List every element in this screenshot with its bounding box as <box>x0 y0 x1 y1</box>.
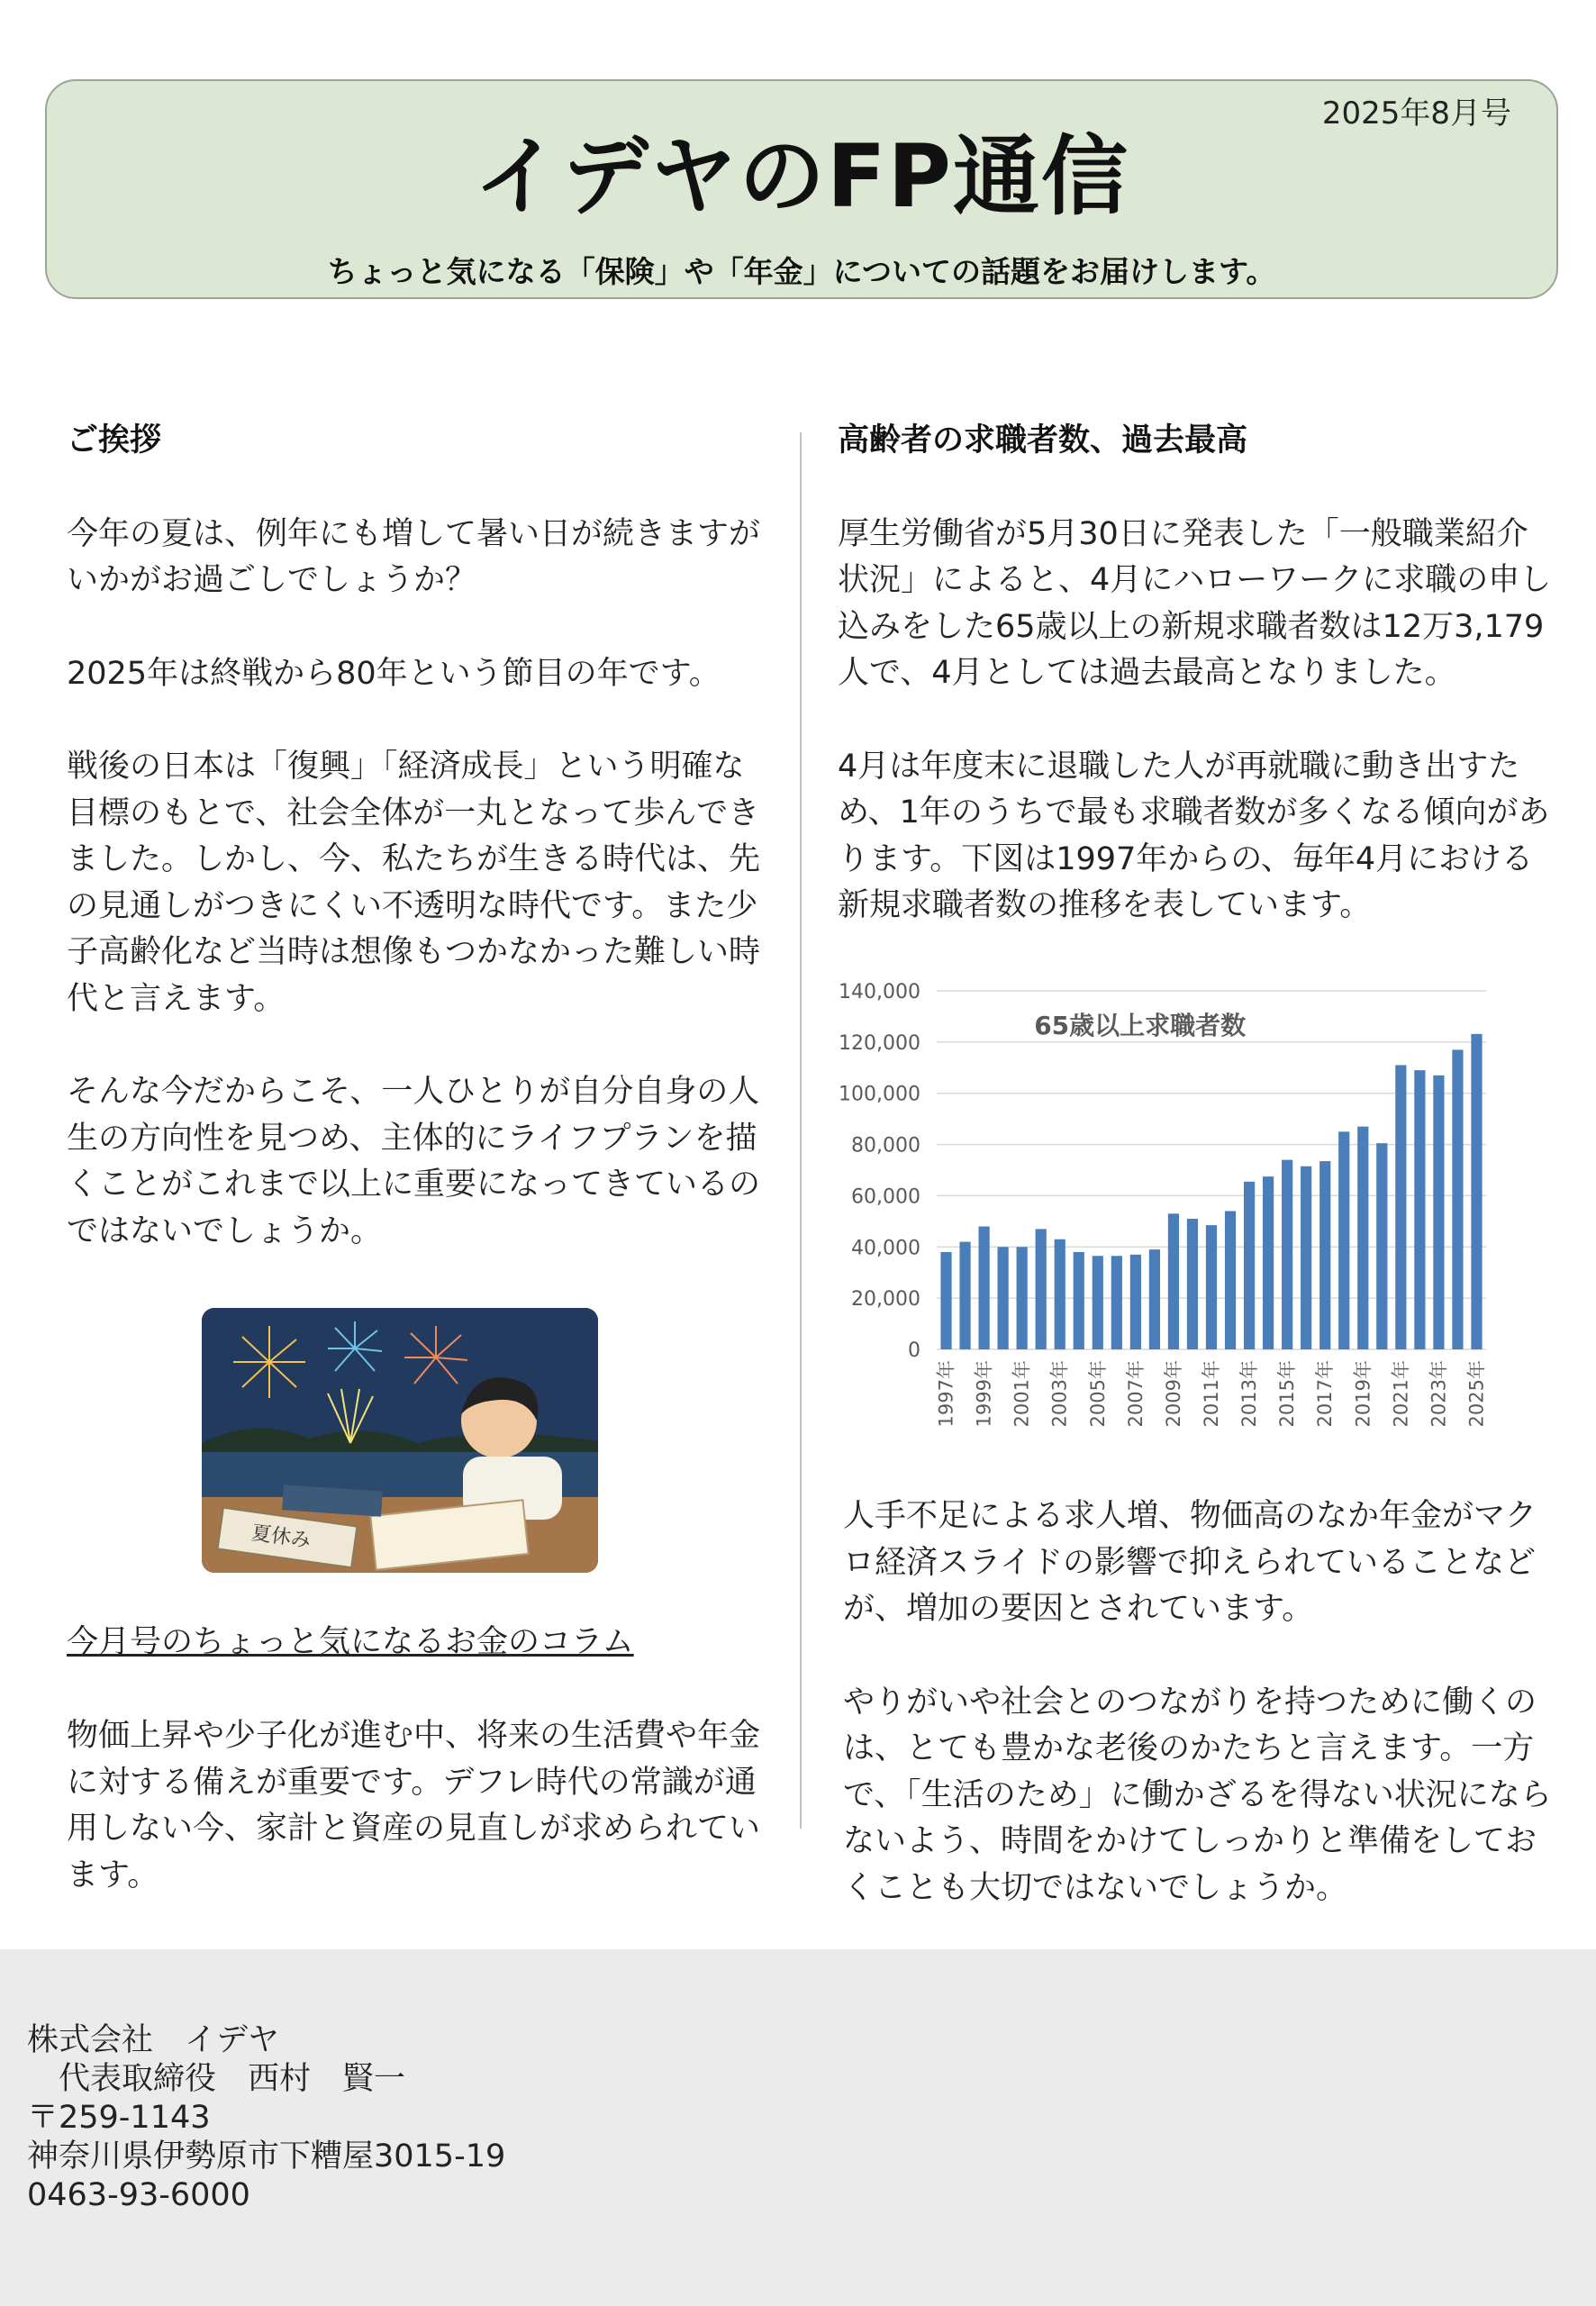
y-tick-label: 0 <box>908 1339 920 1362</box>
y-tick-label: 40,000 <box>851 1237 920 1260</box>
greeting-section <box>67 418 769 1255</box>
chart-title: 65歳以上求職者数 <box>1034 1011 1247 1040</box>
y-tick-label: 80,000 <box>851 1134 920 1158</box>
chart-bar <box>1225 1211 1236 1349</box>
footer-contact <box>27 2021 505 2215</box>
x-tick-label: 2013年 <box>1238 1360 1261 1428</box>
chart-bar <box>978 1227 989 1349</box>
chart-bar <box>1244 1182 1255 1349</box>
newsletter-header <box>45 79 1558 299</box>
chart-bar <box>1168 1213 1179 1349</box>
x-tick-label: 2015年 <box>1276 1360 1299 1428</box>
article-paragraph-3: 人手不足による求人増、物価高のなか年金がマクロ経済スライドの影響で抑えられていることなどが、増加の要因とされています。 <box>843 1498 1537 1627</box>
money-column-heading: 今月号のちょっと気になるお金のコラム <box>67 1624 634 1660</box>
chart-bar <box>1187 1219 1198 1349</box>
x-tick-label: 2021年 <box>1390 1360 1412 1428</box>
article-section-2 <box>843 1493 1564 1911</box>
chart-bar <box>1395 1065 1406 1349</box>
x-tick-label: 2017年 <box>1314 1360 1337 1428</box>
article-paragraph-4: やりがいや社会とのつながりを持つために働くのは、とても豊かな老後のかたちと言えます。一方で、「生活のため」に働かざるを得ない状況にならないよう、時間をかけてしっかりと準備をしておくことも大切ではないでしょうか。 <box>843 1684 1552 1906</box>
footer-company: 株式会社 イデヤ <box>27 2022 280 2058</box>
chart-bar <box>998 1247 1009 1349</box>
greeting-paragraph-1: 今年の夏は、例年にも増して暑い日が続きますがいかがお過ごしでしょうか？ <box>67 515 761 598</box>
fireworks-illustration <box>202 1308 598 1573</box>
money-column-paragraph: 物価上昇や少子化が進む中、将来の生活費や年金に対する備えが重要です。デフレ時代の常識が通用しない今、家計と資産の見直しが求められています。 <box>67 1718 761 1893</box>
footer-representative: 代表取締役 西村 賢一 <box>27 2061 406 2097</box>
footer-postal: 〒259-1143 <box>27 2100 211 2136</box>
x-tick-label: 2025年 <box>1465 1360 1488 1428</box>
footer <box>0 1949 1596 2306</box>
y-tick-label: 140,000 <box>839 981 920 1003</box>
chart-bar <box>1414 1070 1425 1349</box>
chart-bar <box>1301 1167 1311 1349</box>
greeting-paragraph-4: そんな今だからこそ、一人ひとりが自分自身の人生の方向性を見つめ、主体的にライフプランを描くことがこれまで以上に重要になってきているのではないでしょうか。 <box>67 1074 761 1249</box>
chart-bar <box>1055 1239 1066 1349</box>
x-tick-label: 2011年 <box>1201 1360 1222 1428</box>
x-tick-label: 1999年 <box>973 1360 995 1428</box>
y-tick-label: 100,000 <box>839 1083 920 1106</box>
chart-bar <box>1319 1161 1330 1349</box>
newsletter-title: イデヤのFP通信 <box>474 126 1129 227</box>
chart-bar <box>1376 1143 1387 1349</box>
chart-bar <box>940 1252 951 1349</box>
x-tick-label: 2019年 <box>1352 1360 1374 1428</box>
chart-bar <box>1357 1127 1368 1349</box>
chart-bar <box>1433 1076 1444 1349</box>
greeting-heading: ご挨拶 <box>67 422 162 458</box>
x-tick-label: 2007年 <box>1124 1360 1147 1428</box>
x-tick-label: 2001年 <box>1011 1360 1033 1428</box>
article-paragraph-2: 4月は年度末に退職した人が再就職に動き出すため、1年のうちで最も求職者数が多くなる傾向があります。下図は1997年からの、毎年4月における新規求職者数の推移を表しています。 <box>838 748 1550 923</box>
x-tick-label: 1997年 <box>935 1360 957 1428</box>
x-tick-label: 2003年 <box>1048 1360 1071 1428</box>
article-section <box>838 418 1558 930</box>
y-tick-label: 120,000 <box>839 1031 920 1055</box>
chart-bar <box>1036 1229 1047 1349</box>
column-divider <box>800 432 802 1829</box>
chart-bar <box>1111 1256 1122 1349</box>
chart-bar <box>1130 1255 1141 1349</box>
chart-bar <box>1149 1249 1160 1349</box>
article-heading: 高齢者の求職者数、過去最高 <box>838 422 1248 458</box>
chart-bar <box>1017 1247 1028 1349</box>
x-tick-label: 2005年 <box>1086 1360 1109 1428</box>
chart-bar <box>1074 1252 1084 1349</box>
y-tick-label: 20,000 <box>851 1288 920 1312</box>
chart-bar <box>1471 1034 1482 1349</box>
money-column-section <box>67 1713 778 1899</box>
newsletter-subtitle: ちょっと気になる「保険」や「年金」についての話題をお届けします。 <box>327 254 1276 289</box>
chart-bar <box>1206 1225 1217 1349</box>
chart-bar <box>1282 1160 1292 1349</box>
x-tick-label: 2023年 <box>1428 1360 1450 1428</box>
greeting-paragraph-3: 戦後の日本は「復興」「経済成長」という明確な目標のもとで、社会全体が一丸となって歩んできました。しかし、今、私たちが生きる時代は、先の見通しがつきにくい不透明な時代です。また少子高齢化など当時は想像もつかなかった難しい時代と言えます。 <box>67 749 761 1017</box>
chart-bar <box>1263 1176 1274 1349</box>
chart-bar <box>1338 1131 1349 1349</box>
footer-address: 神奈川県伊勢原市下糟屋3015-19 <box>27 2138 506 2174</box>
footer-phone: 0463-93-6000 <box>27 2177 250 2213</box>
article-paragraph-1: 厚生労働省が5月30日に発表した「一般職業紹介状況」によると、4月にハローワークに求職の申し込みをした65歳以上の新規求職者数は12万3,179人で、4月としては過去最高となりました。 <box>838 515 1552 691</box>
chart-bar <box>1452 1049 1463 1349</box>
issue-label: 2025年8月号 <box>1321 95 1511 132</box>
chart-bar <box>1093 1256 1103 1349</box>
illustration-sign: 夏休み <box>249 1521 313 1553</box>
greeting-paragraph-2: 2025年は終戦から80年という節目の年です。 <box>67 655 721 692</box>
x-tick-label: 2009年 <box>1162 1360 1184 1428</box>
chart-bar <box>959 1242 970 1349</box>
y-tick-label: 60,000 <box>851 1185 920 1209</box>
job-seekers-chart <box>829 964 1513 1468</box>
